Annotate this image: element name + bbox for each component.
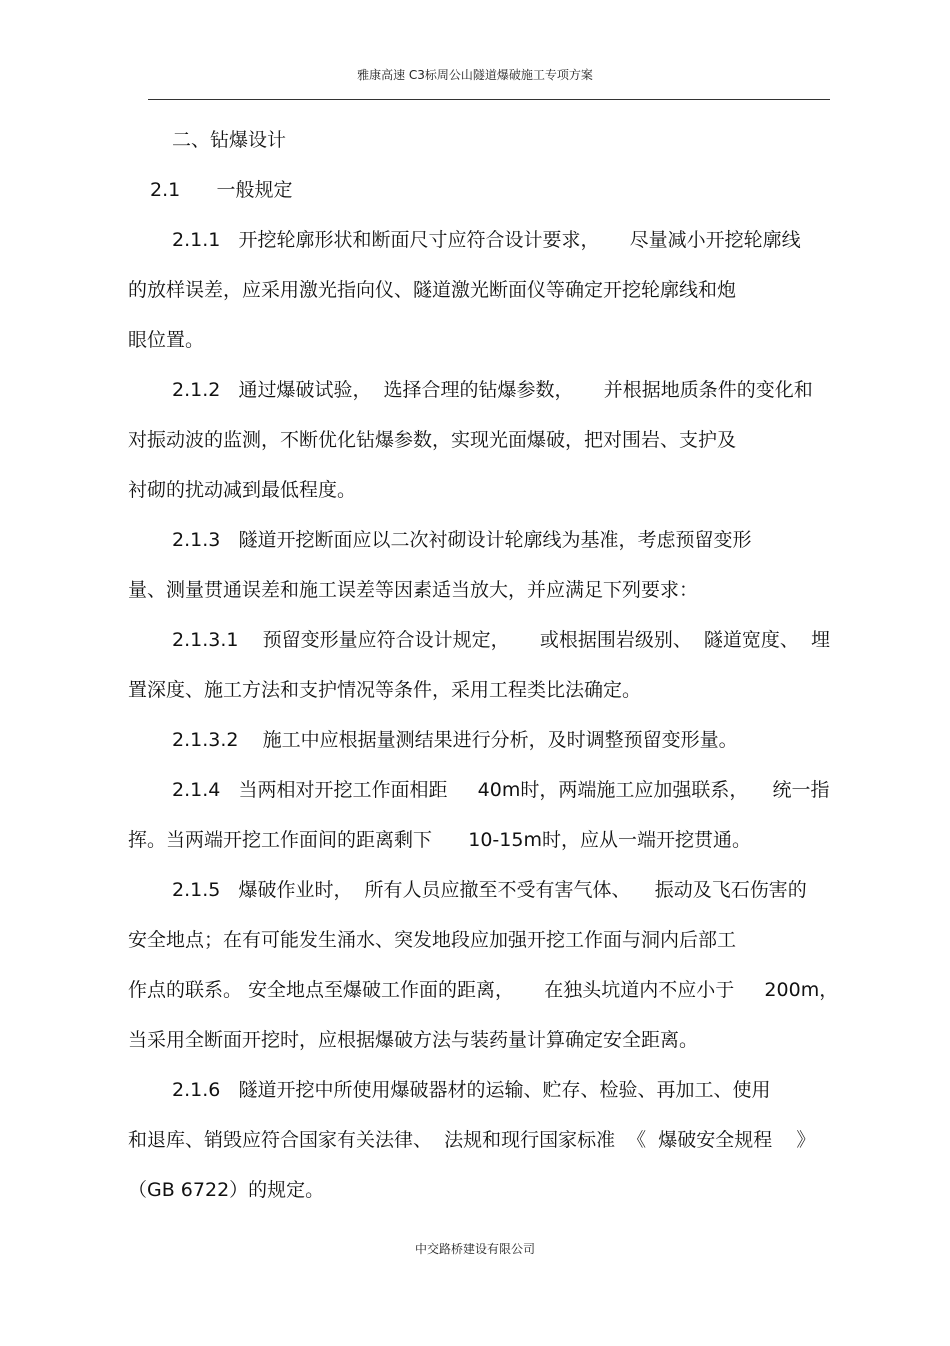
paragraph-line: 2.1.2 通过爆破试验， 选择合理的钻爆参数， 并根据地质条件的变化和	[172, 379, 813, 401]
paragraph-line: 2.1.6 隧道开挖中所使用爆破器材的运输、贮存、检验、再加工、使用	[172, 1079, 771, 1101]
paragraph-line: 眼位置。	[128, 329, 205, 351]
paragraph-line: 衬砌的扰动减到最低程度。	[128, 479, 357, 501]
section-heading: 二、钻爆设计	[172, 129, 287, 151]
paragraph-line: （GB 6722）的规定。	[128, 1179, 325, 1201]
page-footer-company: 中交路桥建设有限公司	[414, 1242, 535, 1256]
paragraph-line: 和退库、销毁应符合国家有关法律、 法规和现行国家标准 《 爆破安全规程 》	[128, 1129, 816, 1151]
paragraph-line: 安全地点；在有可能发生涌水、突发地段应加强开挖工作面与洞内后部工	[128, 929, 737, 951]
paragraph-line: 挥。当两端开挖工作面间的距离剩下 10-15m时，应从一端开挖贯通。	[128, 829, 751, 851]
paragraph-line: 2.1.4 当两相对开挖工作面相距 40m时，两端施工应加强联系， 统一指	[172, 779, 830, 801]
page-header-title: 雅康高速 C3标周公山隧道爆破施工专项方案	[357, 68, 593, 82]
paragraph-line: 2.1.3 隧道开挖断面应以二次衬砌设计轮廓线为基准，考虑预留变形	[172, 529, 752, 551]
paragraph-line: 2.1.1 开挖轮廓形状和断面尺寸应符合设计要求， 尽量减小开挖轮廓线	[172, 229, 801, 251]
paragraph-line: 当采用全断面开挖时，应根据爆破方法与装药量计算确定安全距离。	[128, 1029, 699, 1051]
header-divider	[148, 99, 830, 100]
paragraph-line: 对振动波的监测，不断优化钻爆参数，实现光面爆破，把对围岩、支护及	[128, 429, 737, 451]
paragraph-line: 的放样误差，应采用激光指向仪、隧道激光断面仪等确定开挖轮廓线和炮	[128, 279, 737, 301]
paragraph-line: 2.1.5 爆破作业时， 所有人员应撤至不受有害气体、 振动及飞石伤害的	[172, 879, 807, 901]
paragraph-line: 2.1.3.1 预留变形量应符合设计规定， 或根据围岩级别、 隧道宽度、 埋	[172, 629, 830, 651]
paragraph-line: 作点的联系。 安全地点至爆破工作面的距离， 在独头坑道内不应小于 200m，	[128, 979, 839, 1001]
paragraph-line: 置深度、施工方法和支护情况等条件，采用工程类比法确定。	[128, 679, 642, 701]
paragraph-line: 2.1.3.2 施工中应根据量测结果进行分析，及时调整预留变形量。	[172, 729, 738, 751]
paragraph-line: 量、测量贯通误差和施工误差等因素适当放大，并应满足下列要求：	[128, 579, 699, 601]
subsection-heading: 2.1 一般规定	[150, 179, 293, 201]
